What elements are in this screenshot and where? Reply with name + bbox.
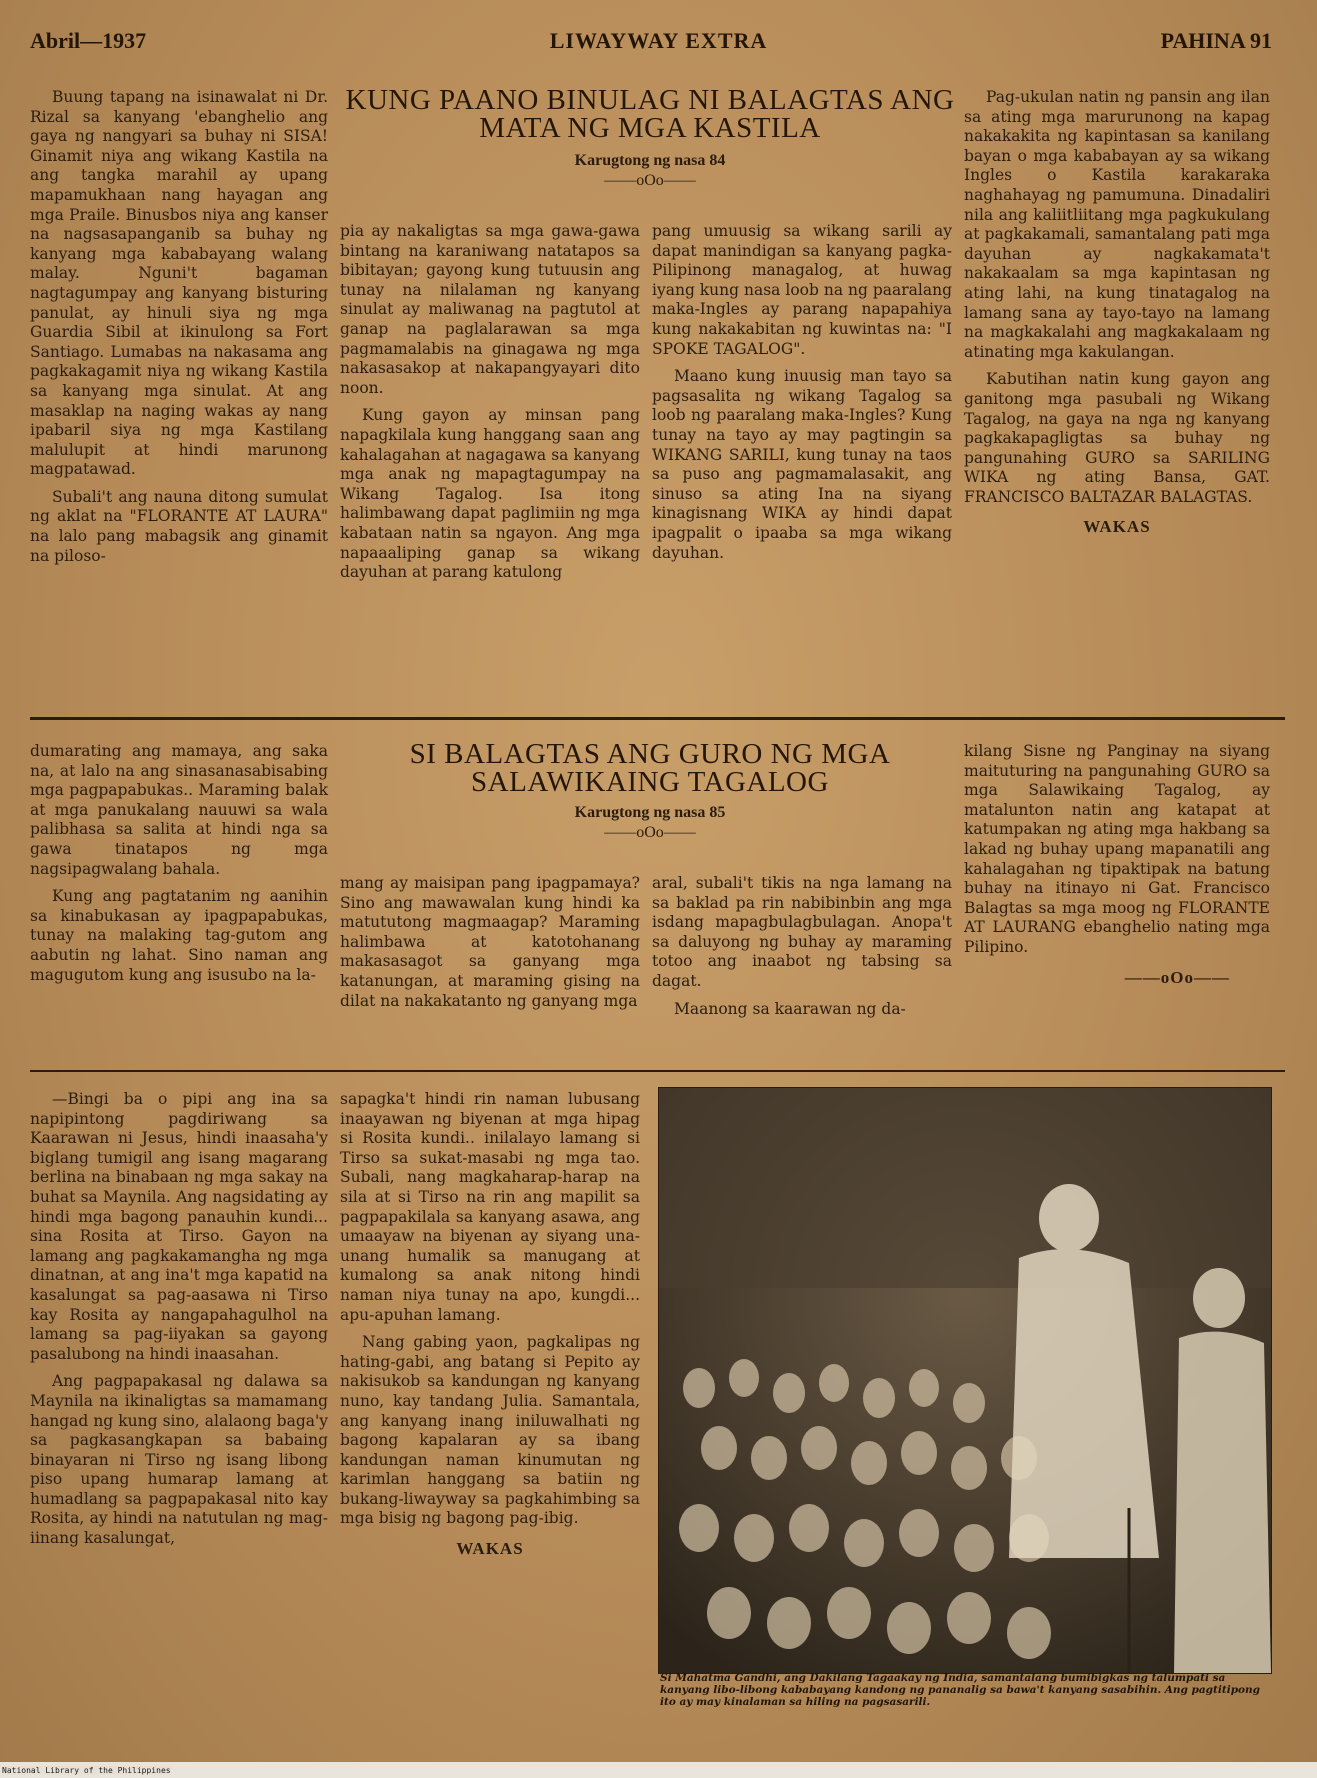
paragraph: Subali't ang nauna ditong sumulat ng aklat na "FLORANTE AT LAURA" na lalo pang mabagsik ang ginamit na piloso- — [30, 487, 328, 565]
masthead: LIWAYWAY EXTRA — [549, 28, 768, 53]
paragraph: pang umuusig sa wikang sarili ay dapat manindigan sa kanyang pagka-Pilipinong managalog, at huwag iyang kung nasa loob na ng paaralang maka-Ingles ay parang napapahiya kung nakakabitan ng kuwintas na: "I SPOKE TAGALOG". — [652, 222, 952, 358]
paragraph: dumarating ang mamaya, ang saka na, at lalo na ang sinasanasabisabing mga pagpapabukas.. Maraming balak at mga panukalang nauuwi sa wala palibhasa sa salita at hindi nga sa gawa tinatapos ng mga nagsipagwalang bahala. — [30, 742, 328, 878]
paragraph: Buung tapang na isinawalat ni Dr. Rizal sa kanyang 'ebanghelio ang gaya ng nangyari sa buhay ni SISA! Ginamit niya ang wikang Kastila na ang tangka marahil ay upang mapamukhaan nang hayagan ang mga Praile. Binusbos niya ang kanser na nagsasapanganib sa buhay ng kanyang mga kababayang walang malay. Nguni't bagaman nagtagumpay ang kanyang bisturing panulat, ay hinuli siya ng mga Guardia Sibil at ikinulong sa Fort Santiago. Lumabas na nakasama ang pagkakagamit niya ng wikang Kastila sa kanyang mga sinulat. At ang masaklap na naging wakas ay nang ipabaril siya ng mga Kastilang malulupit at hindi marunong magpatawad. — [30, 88, 328, 479]
paragraph: kilang Sisne ng Panginay na siyang maituturing na pangunahing GURO sa mga Salawikaing Tagalog, ay matalunton natin ang katapat at katumpakan ng ating mga hakbang sa lakad ng buhay upang mapanatili ang kahalagahan ng tipaktipak na batung buhay na itinayo ni Gat. Francisco Balagtas sa mga moog ng FLORANTE AT LAURANG ebanghelio nating mga Pilipino. — [964, 742, 1270, 956]
section-divider — [30, 717, 1285, 720]
paragraph: sapagka't hindi rin naman lubusang inaayawan ng biyenan at mga hipag si Rosita kundi.. inilalayo lamang si Tirso sa sukat-masabi ng mga tao. Subali, nang magkaharap-harap na sila at si Tirso na rin ang mapilit sa pagpapakilala sa kanyang asawa, ang umaayaw na biyenan ay siyang una-unang humalik sa manugang at kumalong sa anak nitong hindi naman niya tunay na apo, kungdi... apu-apuhan lamang. — [340, 1090, 640, 1324]
page-number: PAHINA 91 — [1160, 28, 1272, 53]
article1-title: KUNG PAANO BINULAG NI BALAGTAS ANG MATA NG MGA KASTILA — [345, 84, 955, 144]
paragraph: Kung ang pagtatanim ng aanihin sa kinabukasan ay ipagpapabukas, tunay na malaking tag-gutom ang aabutin ng lahat. Sino naman ang magugutom kung ang isusubo na la- — [30, 887, 328, 984]
footer-strip — [0, 1762, 1317, 1778]
paragraph: aral, subali't tikis na nga lamang na sa baklad pa rin nabibinbin ang mga isdang mapagbulagbulagan. Anopa't sa daluyong ng buhay ay maraming totoo ang inaabot ng tabsing sa dagat. — [652, 874, 952, 990]
paragraph: Kung gayon ay minsan pang napagkilala kung hanggang saan ang kahalagahan at nagagawa sa kanyang mga anak ng mapagtagumpay na Wikang Tagalog. Isa itong halimbawang dapat paglimiin ng mga kabataan natin sa ngayon. Ang mga napaaaliping ganap sa wikang dayuhan at parang katulong — [340, 406, 640, 582]
article1-column-left — [30, 88, 328, 574]
paragraph: pia ay nakaligtas sa mga gawa-gawa bintang na karaniwang natatapos sa bibitayan; gayong kung tutuusin ang tunay na nilalaman ng kanyang sinulat ay maliwanag na pagtutol at ganap na paglalarawan sa mga pagmamalabis na ginagawa ng mga nakasasakop at nakapangyayari dito noon. — [340, 222, 640, 397]
article1-continued: Karugtong ng nasa 84 — [574, 152, 726, 169]
article2-column-left — [30, 742, 328, 993]
paragraph: Nang gabing yaon, pagkalipas ng hating-gabi, ang batang si Pepito ay nakisukob sa kandungan ng kanyang nuno, kay tandang Julia. Samantala, ang kanyang inang iniluwalhati ng bagong kapalaran ay sa ibang kandungan naman kinumutan ng karimlan hanggang sa batiin ng bukang-liwayway sa pagkahimbing sa mga bisig ng bagong pag-ibig. — [340, 1333, 640, 1528]
article2-end: ——oOo—— — [1124, 967, 1230, 987]
article2-title: SI BALAGTAS ANG GURO NG MGA SALAWIKAING TAGALOG — [409, 738, 891, 798]
article2-column-mid2 — [652, 874, 952, 1027]
paragraph: Maano kung inuusig man tayo sa pagsasalita ng wikang Tagalog sa loob ng paaralang maka-Ingles? Kung tunay na tayo ay may pagtingin sa WIKANG SARILI, kung tunay na taos sa puso ang pagmamalasakit, ang sinuso sa ating Ina na siyang kinagisnang WIKA ay hindi dapat ipagpalit o ipaaba sa mga wikang dayuhan. — [652, 367, 952, 562]
article3-column-left — [30, 1090, 328, 1557]
article1-separator: ——oOo—— — [604, 172, 696, 189]
paragraph: —Bingi ba o pipi ang ina sa napipintong pagdiriwang sa Kaarawan ni Jesus, hindi inaasaha'y biglang tumigil ang isang magarang berlina na binabaan ng mga sakay na buhat sa Maynila. Ang nagsidating ay hindi mga bagong panauhin kundi... sina Rosita at Tirso. Gayon na lamang ang pagkakamangha ng mga dinatnan, at ang ina't mga kapatid na kasalungat sa pag-aasawa ni Tirso kay Rosita ay nangapahagulhol na lamang sa pag-iiyakan sa gayong pasalubong na hindi inaasahan. — [30, 1090, 328, 1363]
paragraph: Ang pagpapakasal ng dalawa sa Maynila na ikinaligtas sa mamamang hangad ng kung sino, alalaong baga'y sa pagkasangkapan sa babaing binayaran ni Tirso ng isang libong piso upang humarap lamang at humadlang sa pagpapakasal nito kay Rosita, ay hindi na natutulan ng mag-iinang kasalungat, — [30, 1372, 328, 1548]
article1-end: WAKAS — [1083, 517, 1151, 537]
photo-illustration — [659, 1088, 1271, 1673]
article1-column-mid1 — [340, 222, 640, 591]
article2-continued: Karugtong ng nasa 85 — [574, 804, 726, 821]
paragraph: Pag-ukulan natin ng pansin ang ilan sa ating mga marurunong na kapag nakakakita ng kapintasan sa kanilang bayan o mga kababayan ay sa wikang Ingles o Kastila karakaraka naghahayag ng pamumuna. Dinadaliri nila ang kaliitliitang mga pagkukulang at pagkakamali, samantalang pati mga dayuhan ay nagkakamata't nakakaalam sa mga kapintasan ng ating lahi, na kung tinatagalog na lamang sana ay tayo-tayo na lamang na magkakalahi ang magkakalaam ng atinating mga kakulangan. — [964, 88, 1270, 361]
article2-column-mid1 — [340, 874, 640, 1019]
article3-column-mid — [340, 1090, 640, 1559]
article1-column-mid2 — [652, 222, 952, 571]
gandhi-photo — [658, 1087, 1272, 1674]
photo-caption: Si Mahatma Gandhi, ang Dakilang Tagaakay ng India, samantalang bumibigkas ng talumpati sa kanyang libo-libong kababayang kandong ng pananalig sa bawa't kanyang sasabihin. Ang pagtitipong ito ay may kinalaman sa hiling na pagsasarili. — [660, 1672, 1261, 1708]
paragraph: mang ay maisipan pang ipagpamaya? Sino ang mawawalan kung hindi ka matututong magmaagap? Maraming halimbawa at katotohanang makasasagot sa ganyang mga katanungan, at maraming gising na dilat na nakakatanto ng ganyang mga — [340, 874, 640, 1010]
paragraph: Maanong sa kaarawan ng da- — [674, 999, 906, 1018]
article3-end: WAKAS — [456, 1539, 524, 1559]
section-divider — [30, 1070, 1285, 1072]
library-credit: National Library of the Philippines — [2, 1766, 171, 1775]
article2-column-right — [964, 742, 1270, 987]
issue-date: Abril—1937 — [30, 28, 147, 53]
article1-column-right — [964, 88, 1270, 537]
paragraph: Kabutihan natin kung gayon ang ganitong mga pasubali ng Wikang Tagalog, na gaya na nga ng kanyang pagkakapagligtas sa buhay ng pangunahing GURO sa SARILING WIKA ng ating Bansa, GAT. FRANCISCO BALTAZAR BALAGTAS. — [964, 370, 1270, 506]
article2-separator: ——oOo—— — [604, 824, 696, 841]
